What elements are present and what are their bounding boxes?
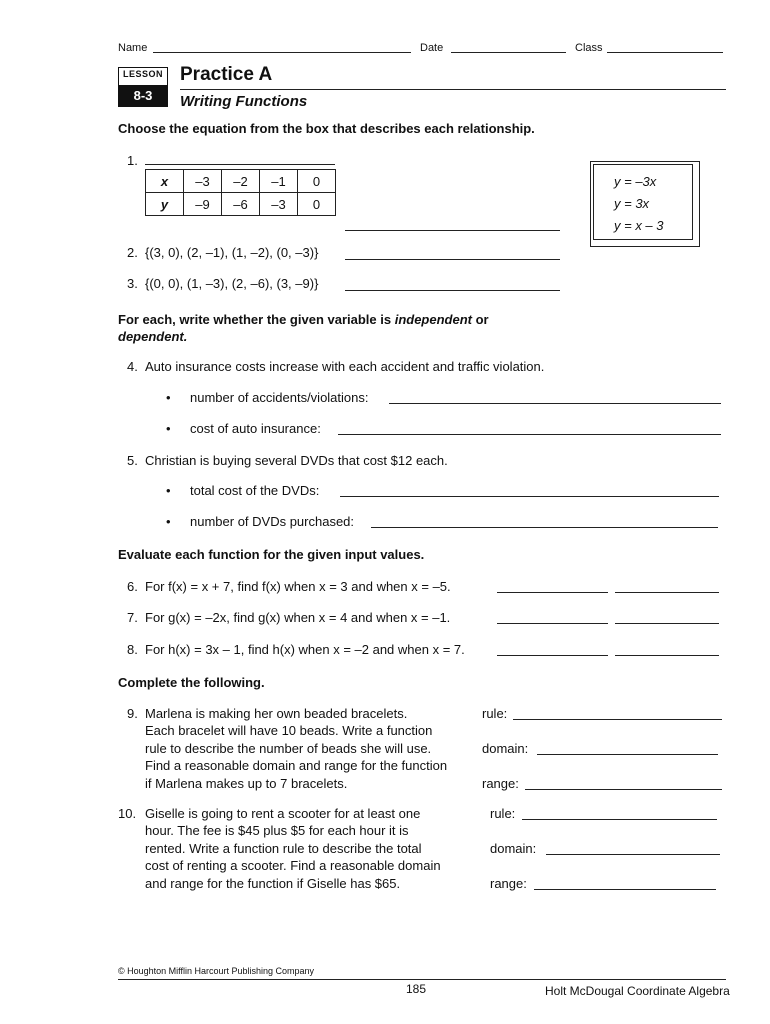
q10-rule-label: rule: — [490, 806, 516, 821]
bullet: • — [166, 514, 171, 529]
table-cell: –3 — [260, 193, 298, 216]
q4-number: 4. — [127, 359, 138, 374]
q9-rule-label: rule: — [482, 706, 508, 721]
page-subtitle: Writing Functions — [180, 93, 308, 110]
q2-answer-line[interactable] — [345, 247, 560, 260]
table-cell: 0 — [298, 193, 336, 216]
q10-domain-label: domain: — [490, 841, 537, 856]
section2-italic-dependent: dependent. — [118, 329, 188, 344]
q8-number: 8. — [127, 642, 138, 657]
q10-range-answer[interactable] — [534, 877, 716, 890]
q3-text: {(0, 0), (1, –3), (2, –6), (3, –9)} — [145, 276, 319, 291]
q5-bullet2-label: number of DVDs purchased: — [190, 514, 355, 529]
q7-number: 7. — [127, 610, 138, 625]
q10-domain-answer[interactable] — [546, 842, 720, 855]
q6-number: 6. — [127, 579, 138, 594]
equation-option: y = –3x — [614, 174, 657, 189]
q1-top-rule — [145, 150, 335, 165]
q2-text: {(3, 0), (2, –1), (1, –2), (0, –3)} — [145, 245, 319, 260]
q4-bullet2-answer[interactable] — [338, 422, 721, 435]
equation-option: y = 3x — [614, 196, 650, 211]
table-row-x — [146, 170, 336, 193]
page-title: Practice A — [180, 64, 273, 85]
q10-range-label: range: — [490, 876, 527, 891]
q9-line: Find a reasonable domain and range for the function — [145, 758, 448, 773]
q4-bullet2-label: cost of auto insurance: — [190, 421, 321, 436]
title-rule — [180, 89, 726, 90]
q5-bullet2-answer[interactable] — [371, 515, 718, 528]
name-label: Name — [118, 42, 148, 54]
equation-box-inner — [593, 164, 693, 240]
bullet: • — [166, 483, 171, 498]
q6-text: For f(x) = x + 7, find f(x) when x = 3 and when x = –5. — [145, 579, 451, 594]
q5-text: Christian is buying several DVDs that cost $12 each. — [145, 453, 448, 468]
q5-number: 5. — [127, 453, 138, 468]
q9-domain-answer[interactable] — [537, 742, 718, 755]
q4-bullet1-label: number of accidents/violations: — [190, 390, 369, 405]
equation-option: y = x – 3 — [614, 218, 664, 233]
q10-line: rented. Write a function rule to describe the total — [145, 841, 422, 856]
section2-instruction-part1: For each, write whether the given variable is — [118, 312, 395, 327]
q10-line: hour. The fee is $45 plus $5 for each hour it is — [145, 823, 409, 838]
q10-line: Giselle is going to rent a scooter for at least one — [145, 806, 421, 821]
q8-answer-1[interactable] — [497, 643, 608, 656]
q6-answer-2[interactable] — [615, 580, 719, 593]
q6-answer-1[interactable] — [497, 580, 608, 593]
q9-rule-answer[interactable] — [513, 707, 722, 720]
table-cell: –2 — [222, 170, 260, 193]
footer-rule — [118, 979, 726, 980]
table-cell: 0 — [298, 170, 336, 193]
table-cell: x — [146, 170, 184, 193]
q9-line: Marlena is making her own beaded bracelets. — [145, 706, 408, 721]
table-row-y — [146, 193, 336, 216]
copyright: © Houghton Mifflin Harcourt Publishing Company — [118, 966, 315, 976]
table-cell: –9 — [184, 193, 222, 216]
xy-table — [145, 169, 336, 216]
section1-instruction: Choose the equation from the box that describes each relationship. — [118, 121, 535, 136]
q4-text: Auto insurance costs increase with each accident and traffic violation. — [145, 359, 545, 374]
q7-text: For g(x) = –2x, find g(x) when x = 4 and when x = –1. — [145, 610, 451, 625]
page-number: 185 — [406, 982, 427, 996]
q9-line: rule to describe the number of beads she will use. — [145, 741, 432, 756]
bullet: • — [166, 390, 171, 405]
class-label: Class — [575, 42, 603, 54]
q9-domain-label: domain: — [482, 741, 529, 756]
q9-number: 9. — [127, 706, 138, 721]
q3-number: 3. — [127, 276, 138, 291]
q10-line: cost of renting a scooter. Find a reasonable domain — [145, 858, 441, 873]
q7-answer-2[interactable] — [615, 611, 719, 624]
q10-rule-answer[interactable] — [522, 807, 717, 820]
q4-bullet1-answer[interactable] — [389, 391, 721, 404]
table-cell: y — [146, 193, 184, 216]
date-field[interactable] — [451, 41, 566, 53]
q3-answer-line[interactable] — [345, 278, 560, 291]
book-title: Holt McDougal Coordinate Algebra — [545, 984, 730, 998]
table-cell: –3 — [184, 170, 222, 193]
q7-answer-1[interactable] — [497, 611, 608, 624]
bullet: • — [166, 421, 171, 436]
section2-instruction-part2: or — [471, 312, 489, 327]
q8-text: For h(x) = 3x – 1, find h(x) when x = –2 and when x = 7. — [145, 642, 465, 657]
table-cell: –6 — [222, 193, 260, 216]
q8-answer-2[interactable] — [615, 643, 719, 656]
equation-box — [590, 161, 700, 247]
lesson-word: LESSON — [122, 69, 163, 79]
section2-instruction — [118, 311, 489, 345]
q9-line: Each bracelet will have 10 beads. Write a function — [145, 723, 433, 738]
section3-instruction: Evaluate each function for the given input values. — [118, 547, 425, 562]
lesson-number: 8-3 — [119, 85, 167, 106]
q9-range-answer[interactable] — [525, 777, 722, 790]
lesson-badge — [118, 67, 168, 107]
q9-range-label: range: — [482, 776, 519, 791]
q2-number: 2. — [127, 245, 138, 260]
q10-number: 10. — [118, 806, 137, 821]
table-cell: –1 — [260, 170, 298, 193]
name-field[interactable] — [153, 41, 411, 53]
section2-italic-independent: independent — [394, 312, 472, 327]
date-label: Date — [420, 42, 444, 54]
section4-instruction: Complete the following. — [118, 675, 265, 690]
q10-line: and range for the function if Giselle has $65. — [145, 876, 401, 891]
q5-bullet1-label: total cost of the DVDs: — [190, 483, 320, 498]
q5-bullet1-answer[interactable] — [340, 484, 719, 497]
q9-line: if Marlena makes up to 7 bracelets. — [145, 776, 348, 791]
q1-number: 1. — [127, 153, 138, 168]
class-field[interactable] — [607, 41, 723, 53]
q1-answer-line[interactable] — [345, 218, 560, 231]
